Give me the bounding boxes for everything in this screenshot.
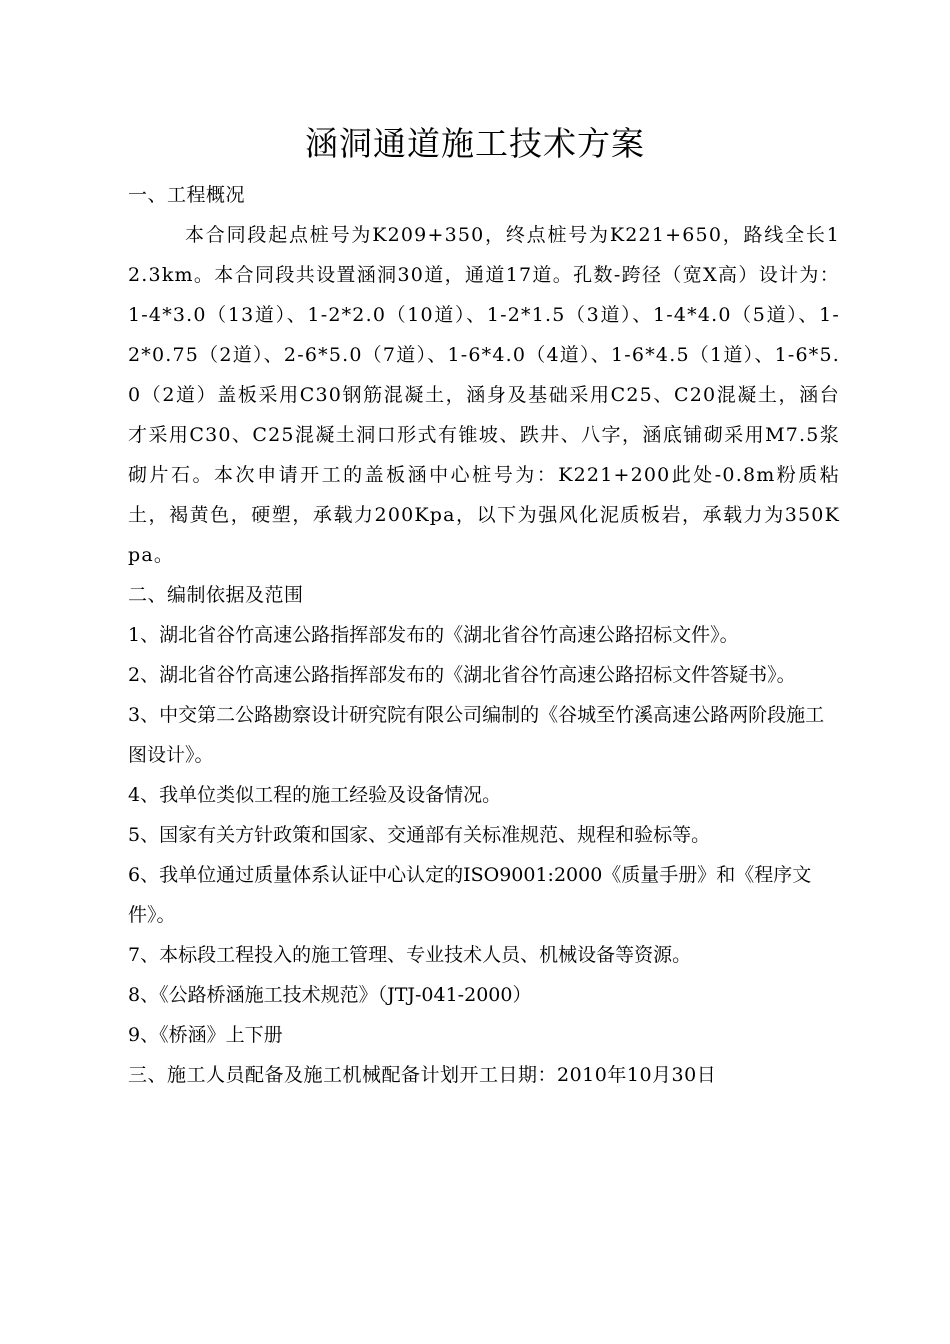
basis-item: 5、国家有关方针政策和国家、交通部有关标准规范、规程和验标等。 bbox=[128, 824, 711, 846]
section-heading-staffing: 三、施工人员配备及施工机械配备计划开工日期：2010年10月30日 bbox=[128, 1064, 717, 1086]
basis-item: 9、《桥涵》上下册 bbox=[128, 1024, 283, 1046]
section-heading-overview: 一、工程概况 bbox=[128, 184, 246, 206]
basis-item: 3、中交第二公路勘察设计研究院有限公司编制的《谷城至竹溪高速公路两阶段施工图设计》。 bbox=[128, 704, 825, 766]
basis-item: 6、我单位通过质量体系认证中心认定的ISO9001:2000《质量手册》和《程序文件》。 bbox=[128, 864, 812, 926]
basis-item: 1、湖北省谷竹高速公路指挥部发布的《湖北省谷竹高速公路招标文件》。 bbox=[128, 624, 739, 646]
document-body bbox=[128, 175, 840, 1095]
section-heading-basis: 二、编制依据及范围 bbox=[128, 584, 304, 606]
basis-item: 8、《公路桥涵施工技术规范》（JTJ-041-2000） bbox=[128, 984, 532, 1006]
overview-paragraph: 本合同段起点桩号为K209+350，终点桩号为K221+650，路线全长12.3km。本合同段共设置涵洞30道，通道17道。孔数-跨径（宽X高）设计为：1-4*3.0（13道）、1-2*2.0（10道）、1-2*1.5（3道）、1-4*4.0（5道）、1-2*0.75（2道）、2-6*5.0（7道）、1-6*4.0（4道）、1-6*4.5（1道）、1-6*5.0（2道）盖板采用C30钢筋混凝土，涵身及基础采用C25、C20混凝土，涵台才采用C30、C25混凝土洞口形式有锥坡、跌井、八字，涵底铺砌采用M7.5浆砌片石。本次申请开工的盖板涵中心桩号为：K221+200此处-0.8m粉质粘土，褐黄色，硬塑，承载力200Kpa，以下为强风化泥质板岩，承载力为350Kpa。 bbox=[128, 224, 840, 566]
basis-item: 2、湖北省谷竹高速公路指挥部发布的《湖北省谷竹高速公路招标文件答疑书》。 bbox=[128, 664, 796, 686]
basis-item: 7、本标段工程投入的施工管理、专业技术人员、机械设备等资源。 bbox=[128, 944, 692, 966]
document-title: 涵洞通道施工技术方案 bbox=[305, 124, 645, 163]
basis-item: 4、我单位类似工程的施工经验及设备情况。 bbox=[128, 784, 502, 806]
